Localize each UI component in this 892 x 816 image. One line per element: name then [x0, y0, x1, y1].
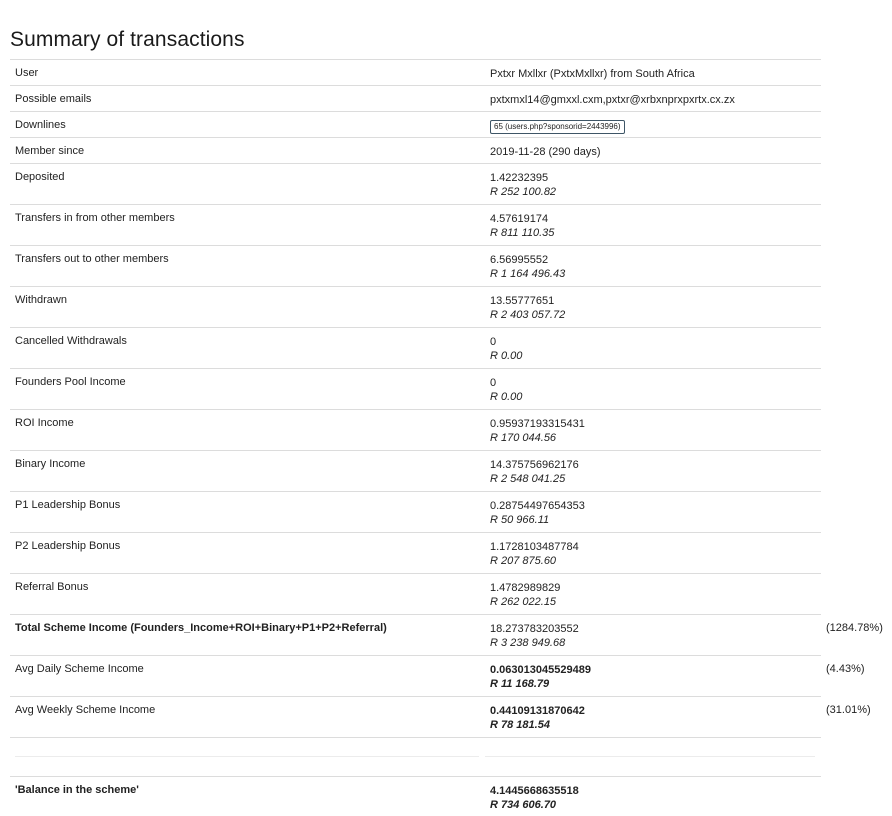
summary-table [10, 59, 892, 813]
table-row [10, 491, 821, 532]
btc-amount: 4.1445668635518 [490, 785, 579, 797]
zar-amount: R 207 875.60 [490, 555, 557, 567]
table-row [10, 368, 821, 409]
btc-amount: 0.063013045529489 [490, 664, 591, 676]
table-row [10, 450, 821, 491]
row-label: Withdrawn [15, 294, 67, 306]
divider [485, 756, 815, 757]
btc-amount: 0.95937193315431 [490, 418, 585, 430]
zar-amount: R 0.00 [490, 391, 523, 403]
row-label: Total Scheme Income (Founders_Income+ROI+Binary+P1+P2+Referral) [15, 622, 387, 634]
row-label: Transfers out to other members [15, 253, 169, 265]
zar-amount: R 252 100.82 [490, 186, 557, 198]
btc-amount: 18.273783203552 [490, 623, 579, 635]
table-row-balance [10, 776, 821, 813]
zar-amount: R 1 164 496.43 [490, 268, 566, 280]
table-row [10, 573, 821, 614]
table-row-summary [10, 696, 871, 737]
table-row-emails [10, 85, 821, 111]
row-label: User [15, 67, 39, 79]
row-label: Cancelled Withdrawals [15, 335, 127, 347]
member-since-value: 2019-11-28 (290 days) [490, 146, 601, 158]
btc-amount: 0.28754497654353 [490, 500, 585, 512]
zar-amount: R 734 606.70 [490, 799, 557, 811]
table-row-summary [10, 655, 865, 696]
btc-amount: 0.44109131870642 [490, 705, 585, 717]
table-row [10, 327, 821, 368]
btc-amount: 13.55777651 [490, 295, 555, 307]
table-row-summary [10, 614, 883, 655]
amount-value [490, 499, 585, 527]
percentage-value: (31.01%) [826, 704, 871, 716]
table-row-member-since [10, 137, 821, 163]
zar-amount: R 11 168.79 [490, 678, 550, 690]
row-label: Binary Income [15, 458, 86, 470]
zar-amount: R 262 022.15 [490, 596, 557, 608]
downlines-cell [490, 119, 625, 134]
user-value: Pxtxr Mxllxr (PxtxMxllxr) from South Africa [490, 68, 695, 80]
amount-value [490, 704, 585, 732]
row-label: Member since [15, 145, 85, 157]
row-label: Referral Bonus [15, 581, 89, 593]
amount-value [490, 417, 585, 445]
row-label: 'Balance in the scheme' [15, 784, 139, 796]
row-label: P2 Leadership Bonus [15, 540, 121, 552]
row-label: ROI Income [15, 417, 74, 429]
amount-value [490, 622, 579, 650]
amount-value [490, 458, 579, 486]
btc-amount: 14.375756962176 [490, 459, 579, 471]
row-label: Avg Weekly Scheme Income [15, 704, 156, 716]
btc-amount: 1.1728103487784 [490, 541, 579, 553]
table-row-user [10, 59, 821, 85]
amount-value [490, 663, 591, 691]
table-row-spacer [10, 737, 821, 776]
zar-amount: R 50 966.11 [490, 514, 550, 526]
row-label: P1 Leadership Bonus [15, 499, 121, 511]
amount-value [490, 540, 579, 568]
btc-amount: 0 [490, 377, 497, 389]
zar-amount: R 0.00 [490, 350, 523, 362]
zar-amount: R 2 548 041.25 [490, 473, 566, 485]
row-label: Downlines [15, 119, 66, 131]
table-row [10, 286, 821, 327]
btc-amount: 1.4782989829 [490, 582, 561, 594]
zar-amount: R 78 181.54 [490, 719, 550, 731]
amount-value [490, 171, 556, 199]
zar-amount: R 2 403 057.72 [490, 309, 566, 321]
row-label: Founders Pool Income [15, 376, 126, 388]
table-row [10, 245, 821, 286]
row-label: Possible emails [15, 93, 92, 105]
percentage-value: (1284.78%) [826, 622, 883, 634]
divider [15, 756, 479, 757]
table-row [10, 532, 821, 573]
amount-value [490, 294, 565, 322]
row-label: Avg Daily Scheme Income [15, 663, 144, 675]
amount-value [490, 335, 522, 363]
table-row-downlines [10, 111, 821, 137]
btc-amount: 0 [490, 336, 497, 348]
btc-amount: 6.56995552 [490, 254, 549, 266]
amount-value [490, 581, 560, 609]
zar-amount: R 170 044.56 [490, 432, 557, 444]
page-title: Summary of transactions [10, 28, 245, 51]
amount-value [490, 376, 522, 404]
zar-amount: R 811 110.35 [490, 227, 555, 239]
table-row [10, 204, 821, 245]
downlines-button[interactable]: 65 (users.php?sponsorid=2443996) [490, 120, 625, 134]
row-label: Transfers in from other members [15, 212, 175, 224]
amount-value [490, 212, 554, 240]
amount-value [490, 253, 565, 281]
table-row [10, 409, 821, 450]
percentage-value: (4.43%) [826, 663, 865, 675]
btc-amount: 4.57619174 [490, 213, 549, 225]
table-row [10, 163, 821, 204]
emails-value: pxtxmxl14@gmxxl.cxm,pxtxr@xrbxnprxpxrtx.cx.zx [490, 94, 735, 106]
zar-amount: R 3 238 949.68 [490, 637, 566, 649]
btc-amount: 1.42232395 [490, 172, 549, 184]
balance-value [490, 784, 579, 812]
row-label: Deposited [15, 171, 65, 183]
